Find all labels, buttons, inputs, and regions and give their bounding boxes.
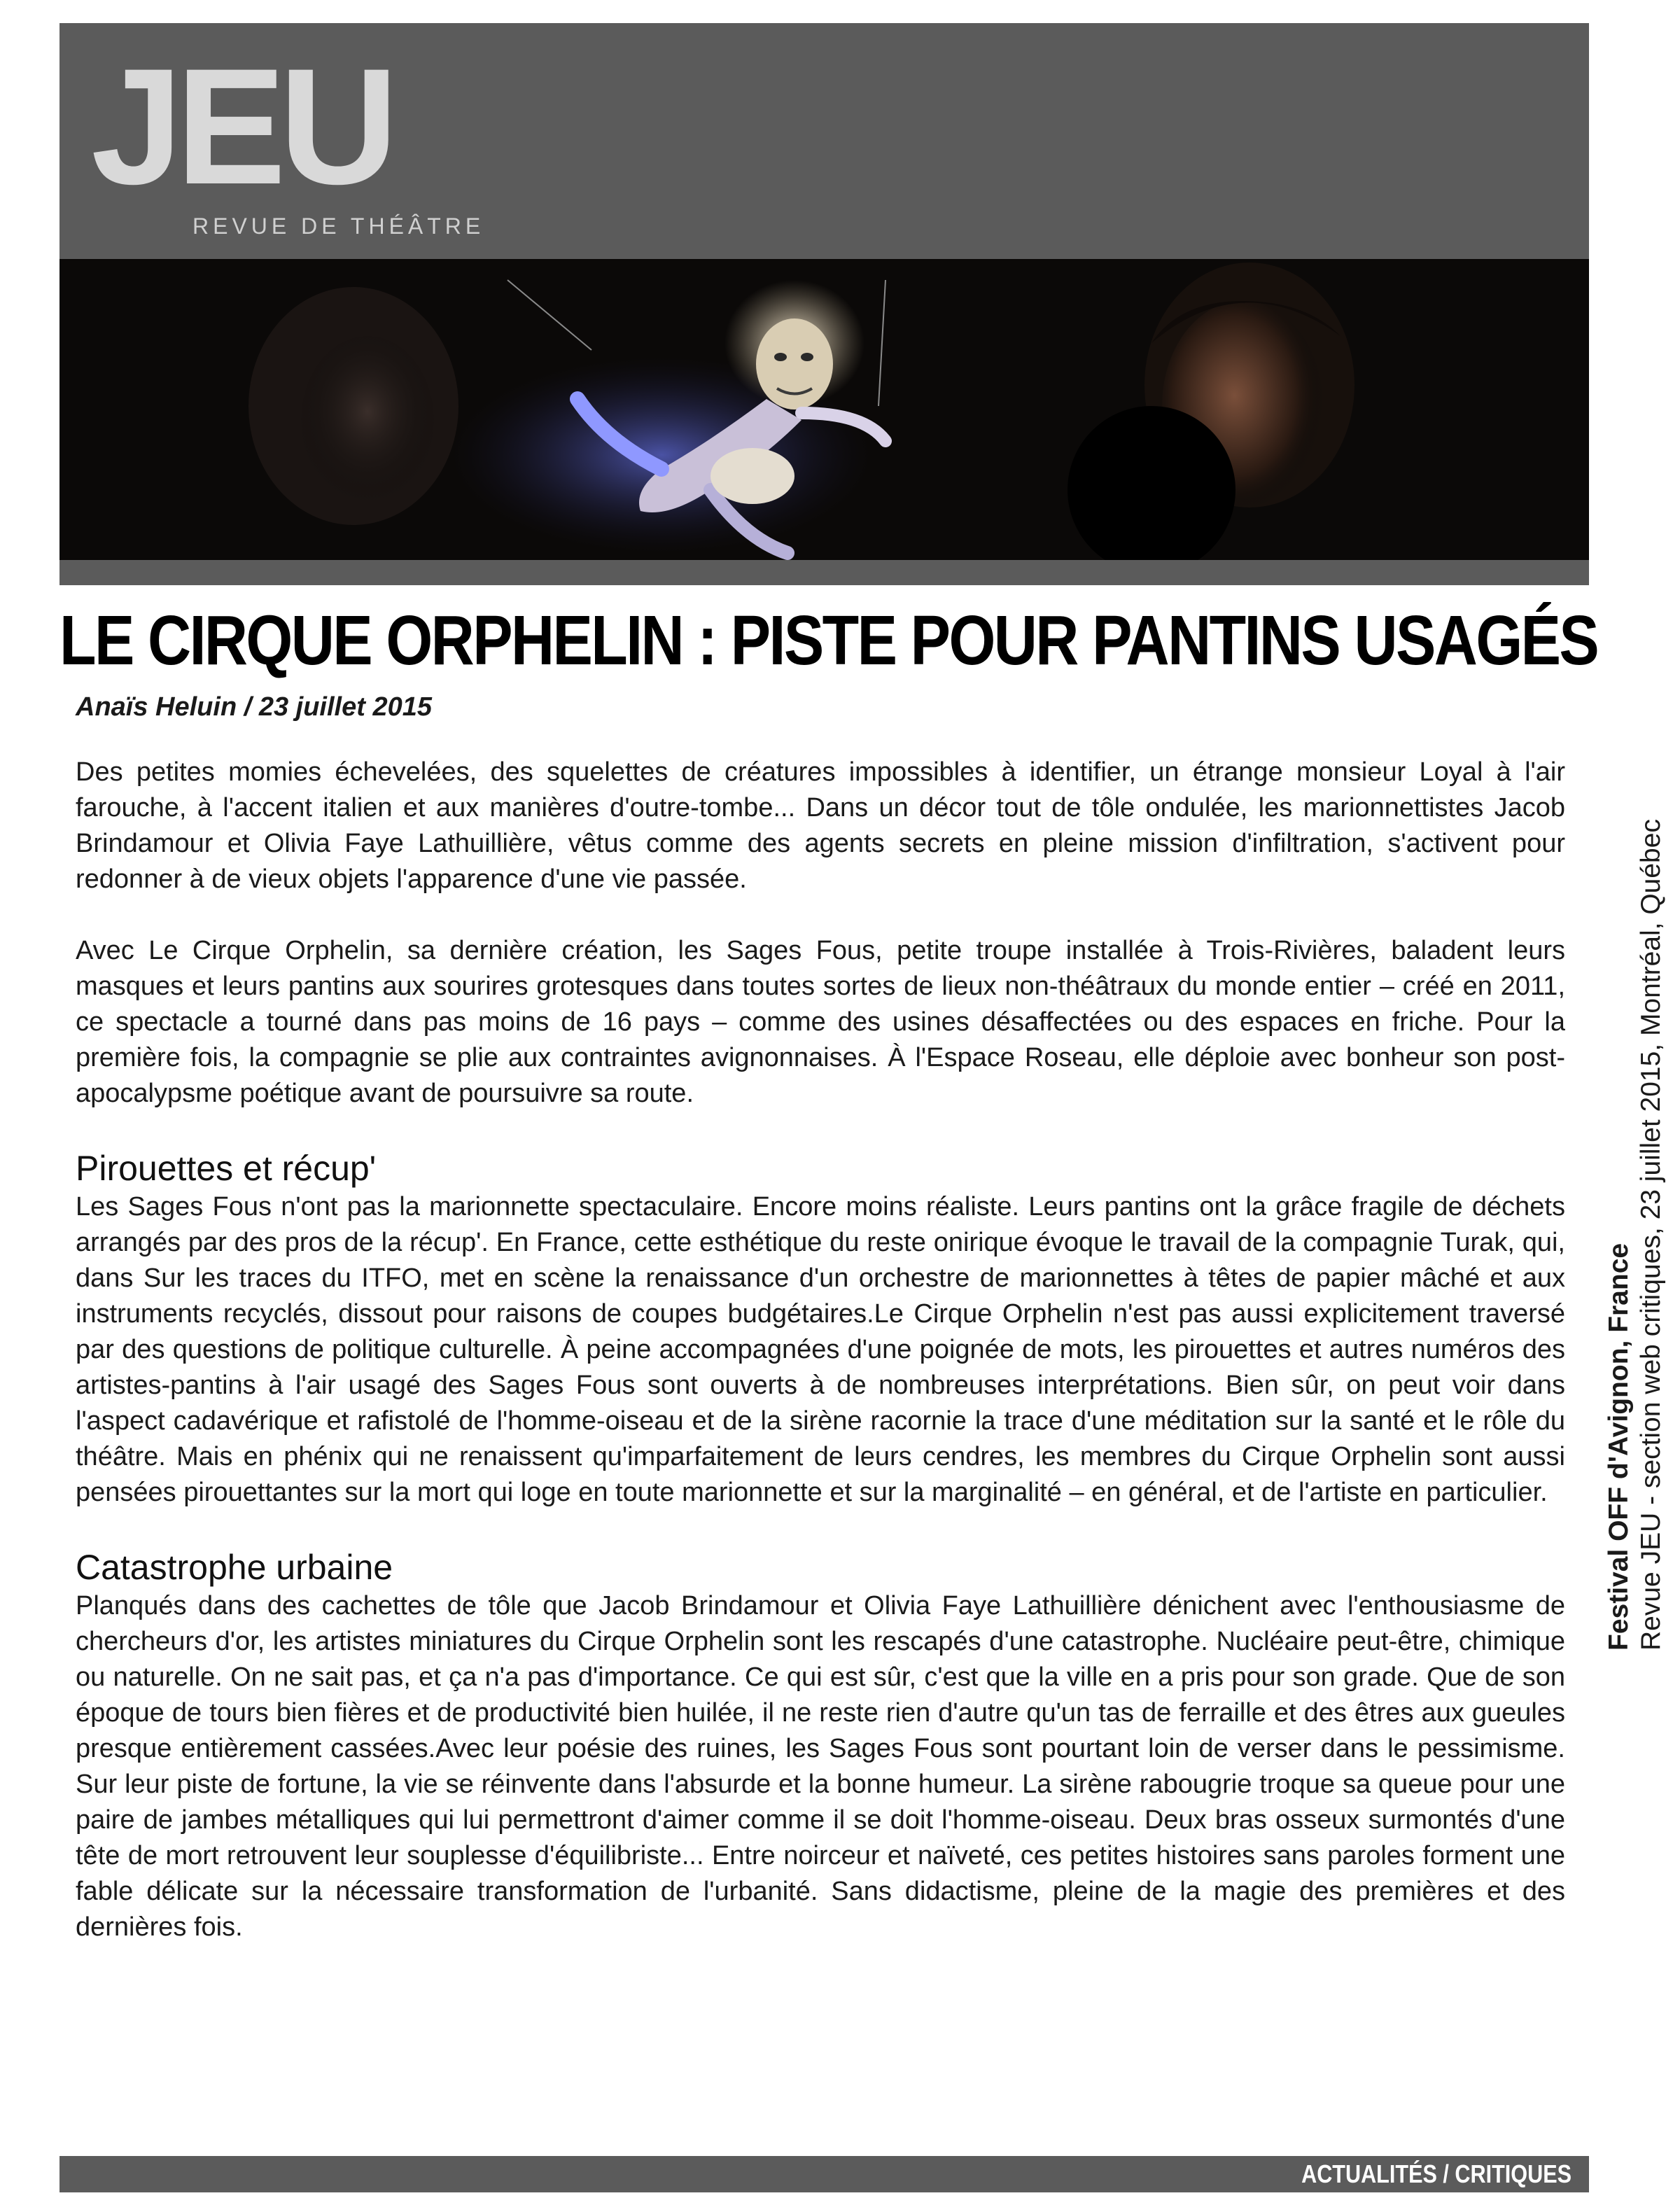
festival-label: Festival OFF d'Avignon, France (1604, 1242, 1634, 1651)
header-photo (59, 259, 1589, 560)
intro-paragraph: Avec Le Cirque Orphelin, sa dernière création, les Sages Fous, petite troupe installée à Trois-Rivières, baladent leurs masques et leurs pantins aux sourires grotesques dans toutes sortes de lieux non-théâtraux du monde entier – créé en 2011, ce spectacle a tourné dans pas moins de 16 pays – comme des usines désaffectées ou des espaces en friche. Pour la première fois, la compagnie se plie aux contraintes avignonnaises. À l'Espace Roseau, elle déploie avec bonheur son post-apocalypsme poétique avant de poursuivre sa route. (76, 936, 1565, 1108)
photo-divider (59, 560, 1589, 585)
section-paragraph: Planqués dans des cachettes de tôle que Jacob Brindamour et Olivia Faye Lathuillière dénichent avec l'enthousiasme de chercheurs d'or, les artistes miniatures du Cirque Orphelin sont les rescapés d'une catastrophe. Nucléaire peut-être, chimique ou naturelle. On ne sait pas, et ça n'a pas d'importance. Ce qui est sûr, c'est que la ville en a pris pour son grade. Que de son époque de tours bien fières et de productivité bien huilée, il ne reste rien d'autre qu'un tas de ferraille et des êtres aux gueules presque entièrement cassées.Avec leur poésie des ruines, les Sages Fous sont pourtant loin de verser dans le pessimisme. Sur leur piste de fortune, la vie se réinvente dans l'absurde et la bonne humeur. La sirène rabougrie troque sa queue pour une paire de jambes métalliques qui lui permettront d'aimer comme il se doit l'homme-oiseau. Deux bras osseux surmontés d'une tête de mort retrouvent leur souplesse d'équilibriste... Entre noirceur et naïveté, ces petites histoires sans paroles forment une fable délicate sur la nécessaire transformation de l'urbanité. Sans didactisme, pleine de la magie des premières et des dernières fois. (76, 1591, 1565, 1942)
puppet-scene-image (59, 259, 1589, 560)
intro-paragraph: Des petites momies échevelées, des squelettes de créatures impossibles à identifier, un étrange monsieur Loyal à l'air farouche, à l'accent italien et aux manières d'outre-tombe... Dans un décor tout de tôle ondulée, les marionnettistes Jacob Brindamour et Olivia Faye Lathuillière, vêtus comme des agents secrets en pleine mission d'infiltration, s'activent pour redonner à de vieux objets l'apparence d'une vie passée. (76, 757, 1565, 894)
side-caption (1603, 720, 1667, 1651)
section-paragraph: Les Sages Fous n'ont pas la marionnette spectaculaire. Encore moins réaliste. Leurs pantins ont la grâce fragile de déchets arrangés par des pros de la récup'. En France, cette esthétique du reste onirique évoque le travail de la compagnie Turak, qui, dans Sur les traces du ITFO, met en scène la renaissance d'un orchestre de marionnettes à têtes de papier mâché et aux instruments recyclés, dissout pour raisons de coupes budgétaires.Le Cirque Orphelin n'est pas aussi explicitement traversé par des questions de politique culturelle. À peine accompagnées d'une poignée de mots, les pirouettes et autres numéros des artistes-pantins à l'air usagé des Sages Fous sont ouverts à de nombreuses interprétations. Bien sûr, on peut voir dans l'aspect cadavérique et rafistolé de l'homme-oiseau et de la sirène racornie la trace d'une méditation sur la santé et le rôle du théâtre. Mais en phénix qui ne renaissent qu'imparfaitement de leurs cendres, les membres du Cirque Orphelin sont aussi pensées pirouettantes sur la mort qui loge en toute marionnette et sur la marginalité – en général, et de l'artiste en particulier. (76, 1192, 1565, 1507)
jeu-logo: JEU (91, 34, 392, 219)
masthead-banner (59, 23, 1589, 259)
section-heading: Catastrophe urbaine (76, 1548, 393, 1587)
article-body (76, 755, 1565, 1981)
article-byline: Anaïs Heluin / 23 juillet 2015 (76, 692, 432, 722)
logo-subtitle: REVUE DE THÉÂTRE (192, 214, 485, 239)
footer-bar (59, 2156, 1589, 2192)
section-heading: Pirouettes et récup' (76, 1149, 377, 1188)
footer-section-label: ACTUALITÉS / CRITIQUES (1301, 2160, 1572, 2188)
article-title: LE CIRQUE ORPHELIN : PISTE POUR PANTINS USAGÉS (59, 601, 1598, 680)
source-label: Revue JEU - section web critiques, 23 juillet 2015, Montréal, Québec (1636, 819, 1666, 1651)
